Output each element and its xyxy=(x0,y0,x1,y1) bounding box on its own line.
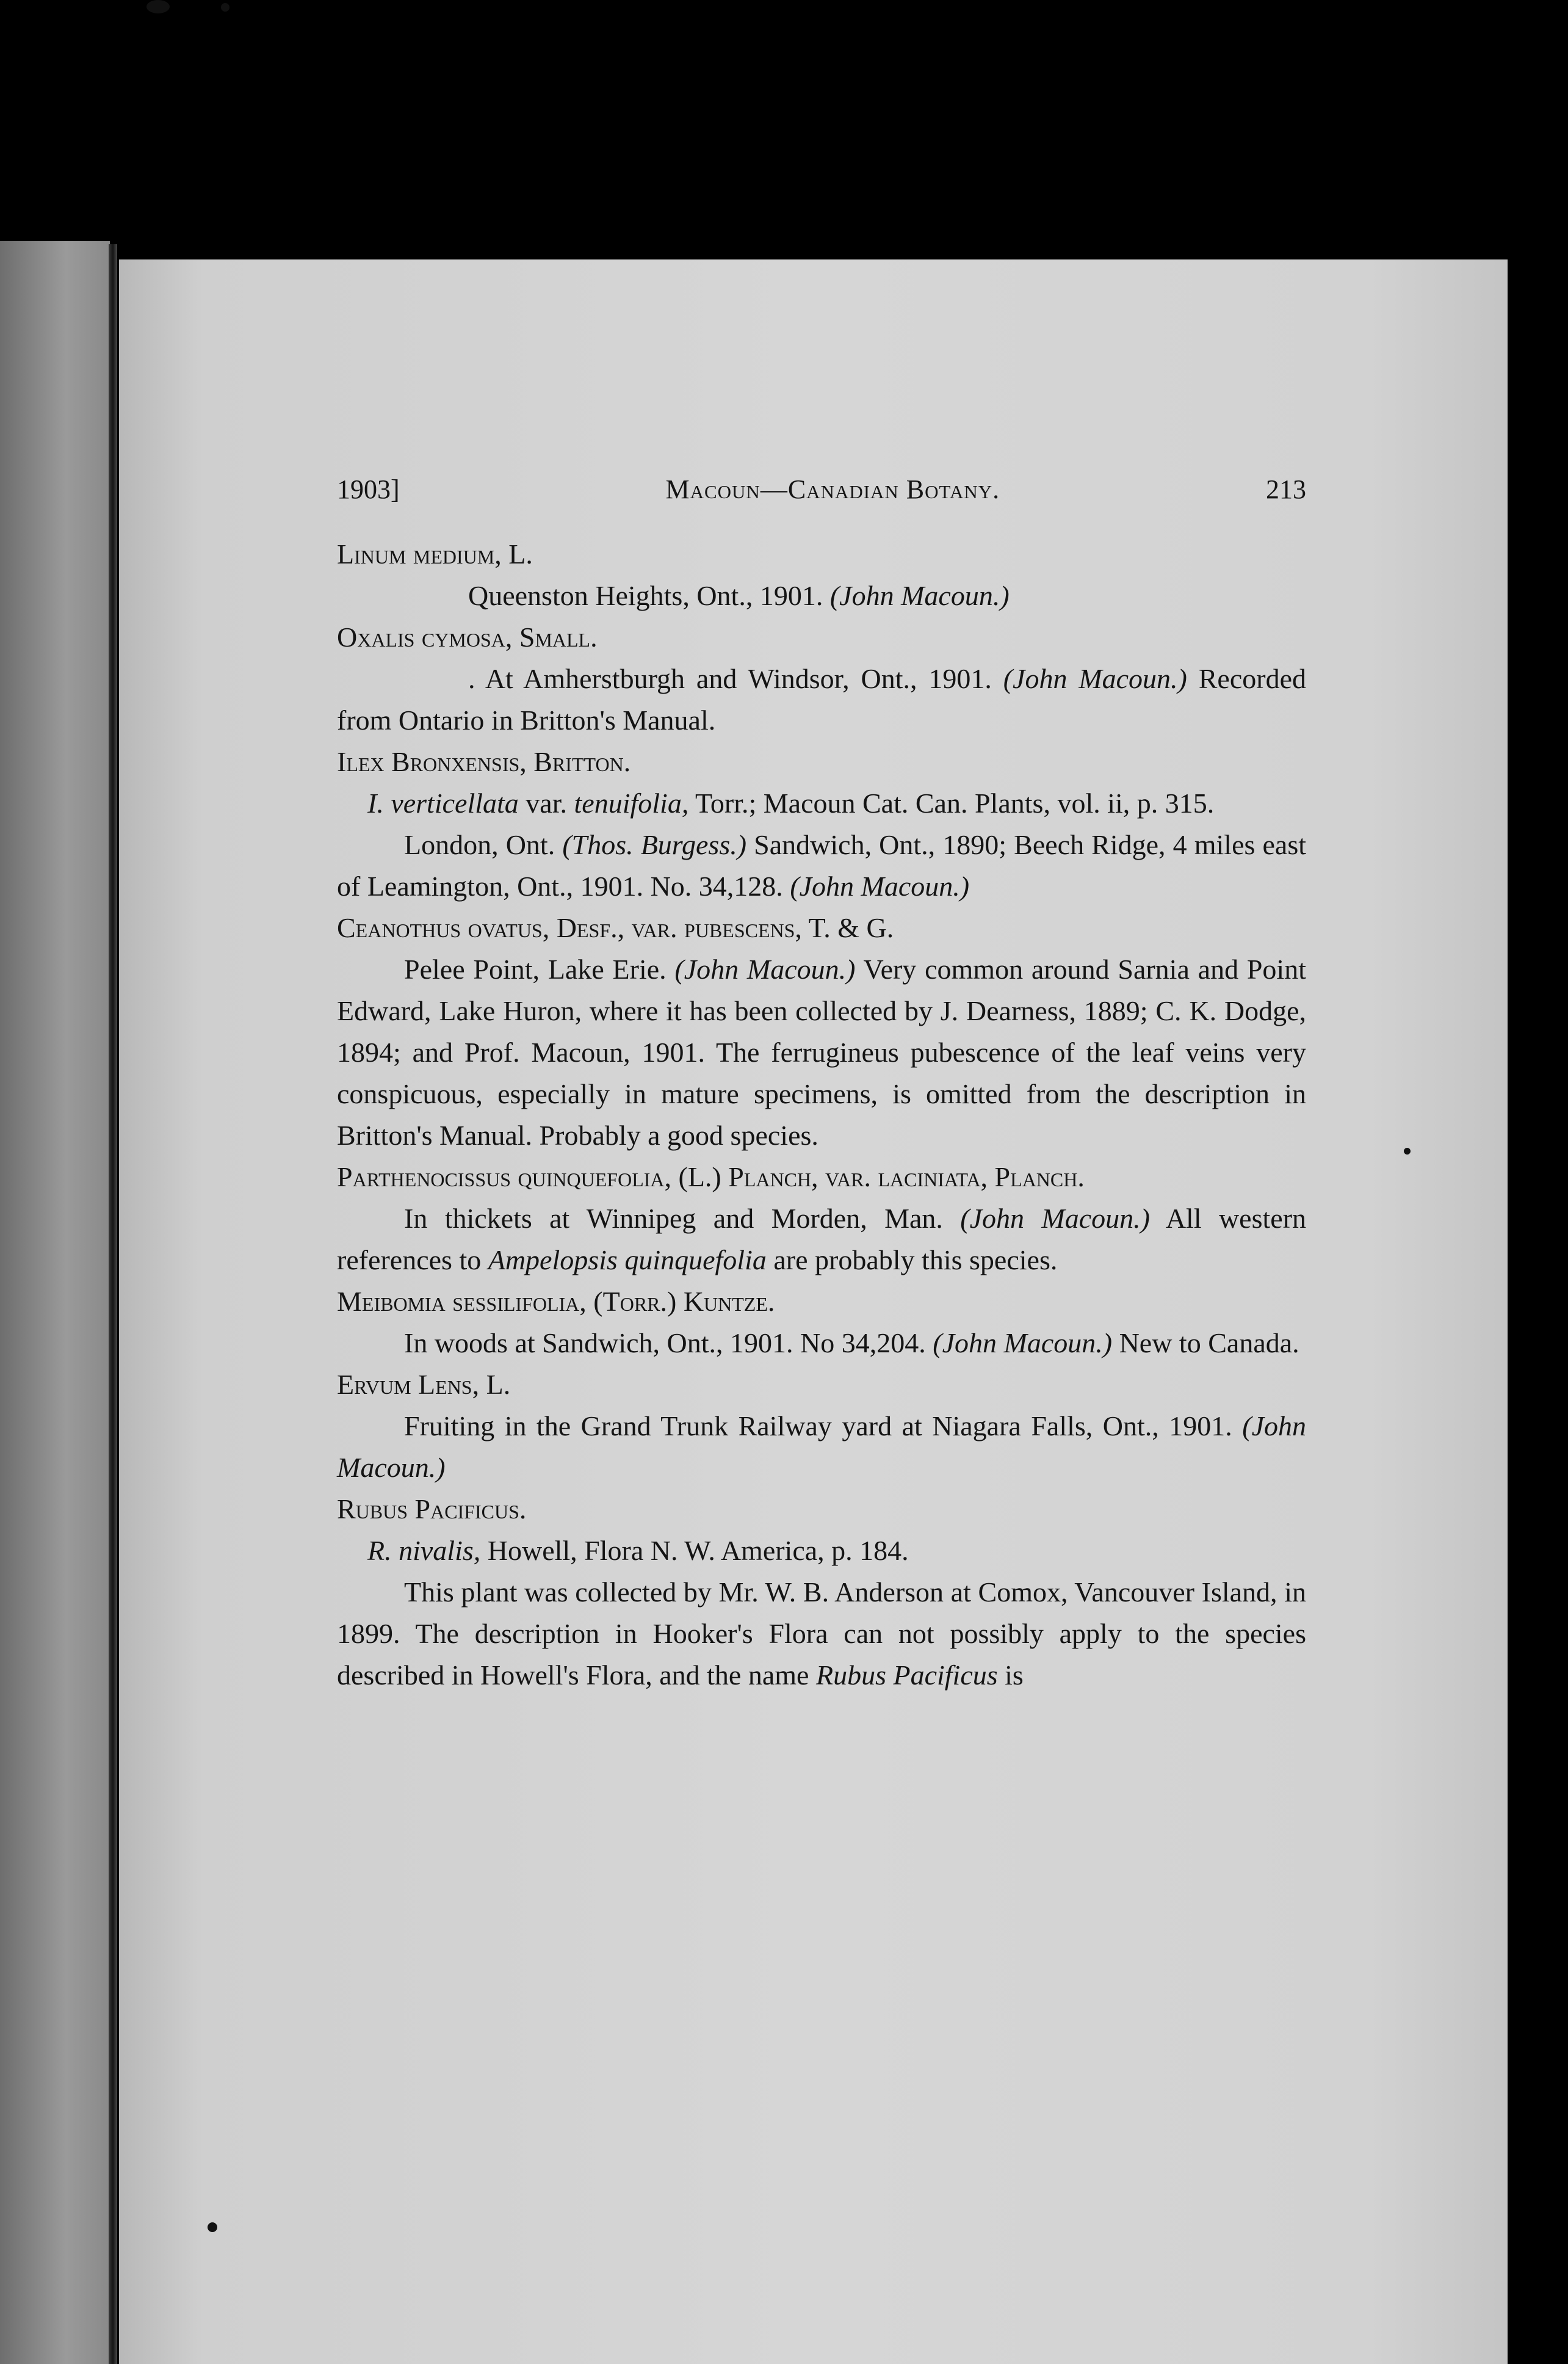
page-number: 213 xyxy=(1265,474,1306,504)
entry-meibomia xyxy=(337,1281,1306,1364)
entry-paragraph: Fruiting in the Grand Trunk Railway yard at Niagara Falls, Ont., 1901. (John Macoun.) xyxy=(337,1410,1307,1483)
scan-speck xyxy=(1404,1148,1411,1155)
entry-ceanothus-ovatus xyxy=(337,907,1306,1156)
entry-heading: Ceanothus ovatus, Desf., var. pubescens, T. & G. xyxy=(337,912,894,943)
collector-citation: (John Macoun.) xyxy=(1003,663,1187,694)
entry-parthenocissus xyxy=(337,1156,1306,1281)
page-text xyxy=(337,469,1306,1696)
entry-heading: Meibomia sessilifolia, (Torr.) Kuntze. xyxy=(337,1286,775,1317)
entry-paragraph: This plant was collected by Mr. W. B. Anderson at Comox, Vancouver Island, in 1899. The description in Hooker's Flora can not possibly apply to the species described in Howell's Flora, and the name Rubus Pacificus is xyxy=(337,1576,1306,1691)
entry-ervum-lens xyxy=(337,1364,1306,1488)
entry-paragraph: In woods at Sandwich, Ont., 1901. No 34,204. (John Macoun.) New to Canada. xyxy=(404,1327,1299,1358)
collector-citation: (John Macoun.) xyxy=(674,954,856,985)
entry-paragraph: Queenston Heights, Ont., 1901. (John Macoun.) xyxy=(468,580,1010,611)
entry-paragraph: London, Ont. (Thos. Burgess.) Sandwich, Ont., 1890; Beech Ridge, 4 miles east of Leamington, Ont., 1901. No. 34,128. (John Macoun.) xyxy=(337,829,1307,902)
entry-heading: Parthenocissus quinquefolia, (L.) Planch, var. laciniata, Planch. xyxy=(337,1161,1085,1192)
entry-heading: Oxalis cymosa, Small. xyxy=(337,622,598,653)
entry-heading: Linum medium, L. xyxy=(337,538,533,570)
facing-page-edge xyxy=(0,241,110,2364)
scan-speck xyxy=(221,3,229,12)
collector-citation: (John Macoun.) xyxy=(337,1410,1307,1483)
entry-paragraph: Pelee Point, Lake Erie. (John Macoun.) Very common around Sarnia and Point Edward, Lake Huron, where it has been collected by J. Dearness, 1889; C. K. Dodge, 1894; and Prof. Macoun, 1901. The ferrugineus pubescence of the leaf veins very conspicuous, especially in mature specimens, is omitted from the description in Britton's Manual. Probably a good species. xyxy=(337,954,1306,1151)
entry-paragraph: . At Amherstburgh and Windsor, Ont., 1901. (John Macoun.) Recorded from Ontario in Britton's Manual. xyxy=(337,663,1307,736)
header-year: 1903] xyxy=(337,474,400,504)
entry-linum-medium xyxy=(337,534,1306,617)
collector-citation: (John Macoun.) xyxy=(933,1327,1113,1358)
entry-paragraph: In thickets at Winnipeg and Morden, Man. (John Macoun.) All western references to Ampelopsis quinquefolia are probably this species. xyxy=(337,1203,1307,1275)
entry-ilex-bronxensis xyxy=(337,741,1306,907)
entry-synonymy: R. nivalis, Howell, Flora N. W. America, p. 184. xyxy=(367,1535,909,1566)
scan-speck xyxy=(146,0,170,13)
collector-citation: (Thos. Burgess.) xyxy=(562,829,747,860)
header-title: Macoun—Canadian Botany. xyxy=(665,474,1000,504)
entry-heading: Ilex Bronxensis, Britton. xyxy=(337,746,631,777)
scan-speck xyxy=(208,2222,217,2232)
book-gutter xyxy=(109,244,117,2364)
running-header xyxy=(337,469,1306,510)
entry-synonymy: I. verticellata var. tenuifolia, Torr.; Macoun Cat. Can. Plants, vol. ii, p. 315. xyxy=(367,788,1215,819)
collector-citation: (John Macoun.) xyxy=(960,1203,1150,1234)
collector-citation: (John Macoun.) xyxy=(829,580,1010,611)
entry-oxalis-cymosa xyxy=(337,617,1306,741)
entry-heading: Rubus Pacificus. xyxy=(337,1493,527,1525)
entry-rubus-pacificus xyxy=(337,1488,1306,1696)
entry-heading: Ervum Lens, L. xyxy=(337,1369,511,1400)
collector-citation: (John Macoun.) xyxy=(790,871,970,902)
